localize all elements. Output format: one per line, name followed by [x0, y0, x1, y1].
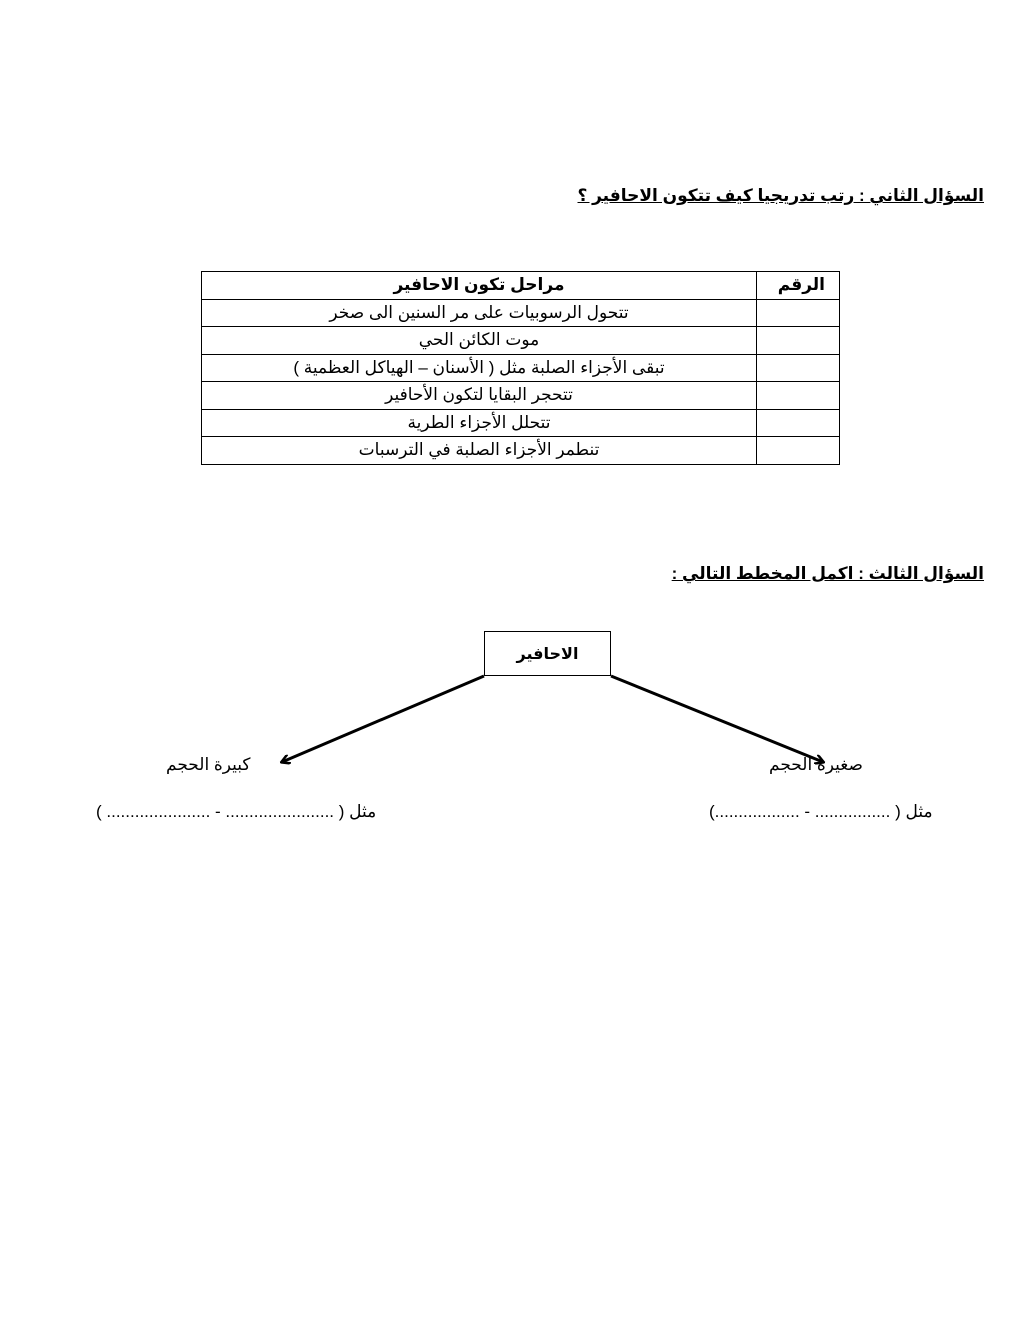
right-branch-arrow [611, 676, 823, 762]
large-size-example-blanks[interactable]: مثل ( ....................... - ...................... ) [96, 802, 377, 821]
left-branch-arrow [282, 676, 484, 762]
stage-cell: تتحلل الأجزاء الطرية [202, 409, 757, 437]
stages-column-header: مراحل تكون الاحافير [202, 272, 757, 300]
question3-heading: السؤال الثالث : اكمل المخطط التالي : [671, 564, 984, 583]
large-size-label: كبيرة الحجم [166, 755, 251, 774]
fossils-root-label: الاحافير [516, 645, 579, 663]
stage-cell: تنطمر الأجزاء الصلبة في الترسبات [202, 437, 757, 465]
stage-cell: تبقى الأجزاء الصلبة مثل ( الأسنان – الهياكل العظمية ) [202, 354, 757, 382]
small-size-label: صغيرة الحجم [769, 755, 863, 774]
small-size-example-blanks[interactable]: مثل ( ................ - ..................) [709, 802, 933, 821]
stage-cell: تتحجر البقايا لتكون الأحافير [202, 382, 757, 410]
stage-cell: موت الكائن الحي [202, 327, 757, 355]
question2-heading: السؤال الثاني : رتب تدريجيا كيف تتكون الاحافير ؟ [577, 186, 984, 205]
stage-cell: تتحول الرسوبيات على مر السنين الى صخر [202, 299, 757, 327]
number-column-header: الرقم [757, 272, 840, 300]
fossils-root-box [484, 631, 611, 676]
